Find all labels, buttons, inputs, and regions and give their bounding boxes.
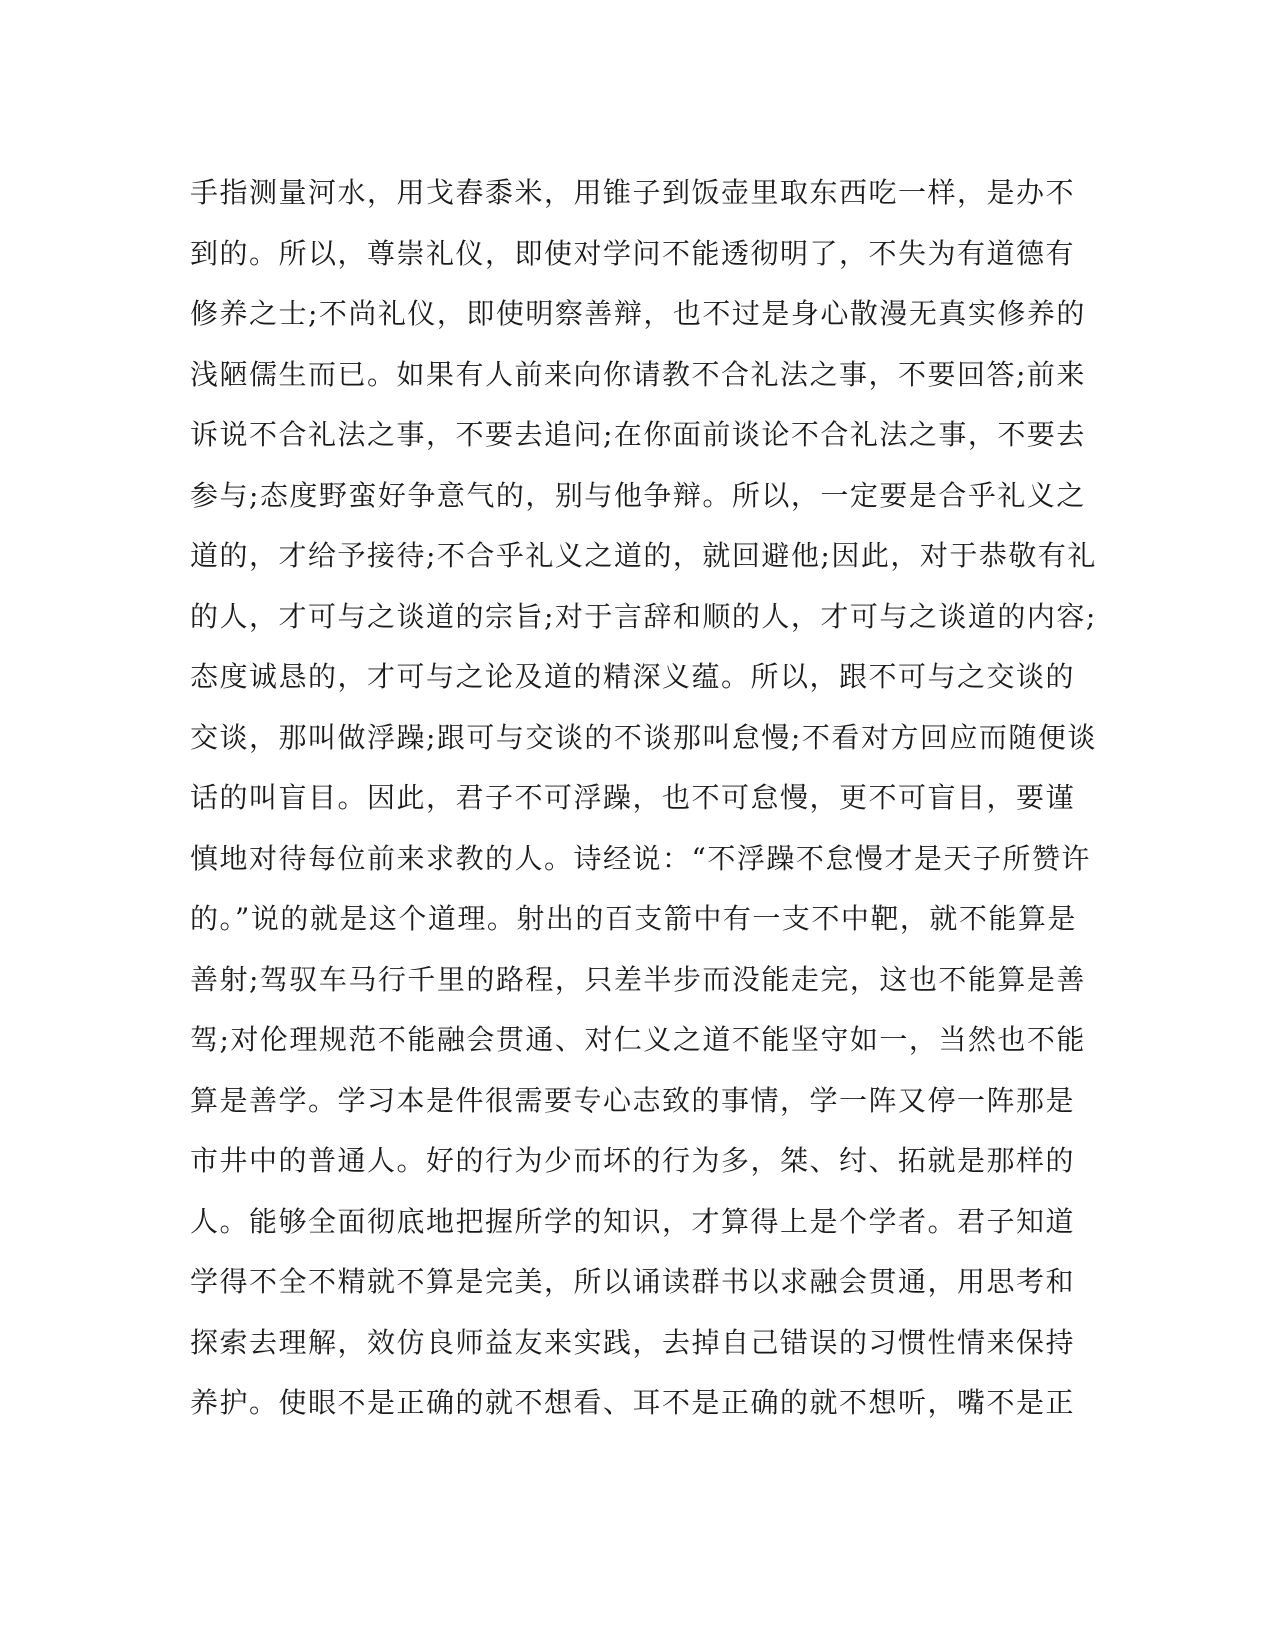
text-line: 学得不全不精就不算是完美，所以诵读群书以求融会贯通，用思考和 [190, 1265, 1076, 1298]
text-line: 的。”说的就是这个道理。射出的百支箭中有一支不中靶，就不能算是 [190, 902, 1077, 935]
text-line: 修养之士;不尚礼仪，即使明察善辩，也不过是身心散漫无真实修养的 [190, 297, 1086, 330]
text-line: 态度诚恳的，才可与之论及道的精深义蕴。所以，跟不可与之交谈的 [190, 660, 1076, 693]
text-line: 手指测量河水，用戈舂黍米，用锥子到饭壶里取东西吃一样，是办不 [190, 176, 1076, 209]
text-line: 浅陋儒生而已。如果有人前来向你请教不合礼法之事，不要回答;前来 [190, 357, 1086, 391]
text-line: 养护。使眼不是正确的就不想看、耳不是正确的就不想听，嘴不是正 [190, 1386, 1076, 1419]
text-line: 市井中的普通人。好的行为少而坏的行为多，桀、纣、拓就是那样的 [190, 1144, 1076, 1177]
body-text [190, 163, 1097, 1434]
text-line: 道的，才给予接待;不合乎礼义之道的，就回避他;因此，对于恭敬有礼 [190, 539, 1097, 572]
text-line: 驾;对伦理规范不能融会贯通、对仁义之道不能坚守如一，当然也不能 [190, 1023, 1086, 1056]
text-line: 慎地对待每位前来求教的人。诗经说：“不浮躁不怠慢才是天子所赞许 [190, 841, 1091, 875]
text-line: 诉说不合礼法之事，不要去追问;在你面前谈论不合礼法之事，不要去 [190, 418, 1086, 451]
text-line: 的人，才可与之谈道的宗旨;对于言辞和顺的人，才可与之谈道的内容; [190, 599, 1097, 633]
text-line: 人。能够全面彻底地把握所学的知识，才算得上是个学者。君子知道 [190, 1204, 1076, 1238]
text-line: 善射;驾驭车马行千里的路程，只差半步而没能走完，这也不能算是善 [190, 962, 1086, 996]
text-line: 到的。所以，尊崇礼仪，即使对学问不能透彻明了，不失为有道德有 [190, 236, 1076, 270]
text-line: 参与;态度野蛮好争意气的，别与他争辩。所以，一定要是合乎礼义之 [190, 478, 1086, 512]
text-line: 算是善学。学习本是件很需要专心志致的事情，学一阵又停一阵那是 [190, 1083, 1076, 1117]
text-line: 话的叫盲目。因此，君子不可浮躁，也不可怠慢，更不可盲目，要谨 [190, 781, 1076, 814]
text-line: 交谈，那叫做浮躁;跟可与交谈的不谈那叫怠慢;不看对方回应而随便谈 [190, 720, 1097, 754]
text-line: 探索去理解，效仿良师益友来实践，去掉自己错误的习惯性情来保持 [190, 1325, 1076, 1359]
